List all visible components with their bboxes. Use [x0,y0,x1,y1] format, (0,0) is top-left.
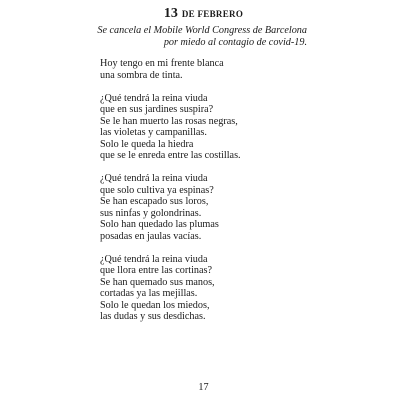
epigraph-line: Se cancela el Mobile World Congress de Barcelona [97,25,307,36]
poem [100,58,241,323]
epigraph-line: por miedo al contagio de covid-19. [163,37,307,48]
poem-line: Se le han muerto las rosas negras, [100,115,238,127]
page-heading [0,4,407,22]
poem-line: Hoy tengo en mi frente blanca [100,58,224,69]
stanza-3 [100,173,241,242]
stanza-2 [100,93,241,162]
heading-day: 13 [163,6,178,21]
stanza-4 [100,254,241,323]
poem-line: Se han quemado sus manos, [100,276,215,288]
poem-line: ¿Qué tendrá la reina viuda [100,253,208,265]
poem-line: que en sus jardines suspira? [100,104,214,115]
epigraph [97,25,307,49]
poem-line: las violetas y campanillas. [100,127,207,138]
poem-line: que llora entre las cortinas? [100,265,213,276]
poem-line: ¿Qué tendrá la reina viuda [100,92,208,104]
poem-line: que solo cultiva ya espinas? [100,184,214,196]
poem-line: sus ninfas y golondrinas. [100,207,202,219]
poem-line: posadas en jaulas vacías. [100,230,202,242]
page-number: 17 [198,382,209,393]
poem-line: que se le enreda entre las costillas. [100,150,241,161]
poem-line: las dudas y sus desdichas. [100,311,206,322]
poem-line: Solo han quedado las plumas [100,219,219,230]
poem-line: Solo le quedan los miedos, [100,299,210,311]
poem-line: Solo le queda la hiedra [100,138,194,150]
poem-line: Se han escapado sus loros, [100,196,209,207]
poem-line: cortadas ya las mejillas. [100,288,198,299]
heading-month: DE FEBRERO [181,9,244,19]
poem-line: una sombra de tinta. [100,69,183,81]
poem-line: ¿Qué tendrá la reina viuda [100,173,208,184]
stanza-1 [100,58,241,81]
